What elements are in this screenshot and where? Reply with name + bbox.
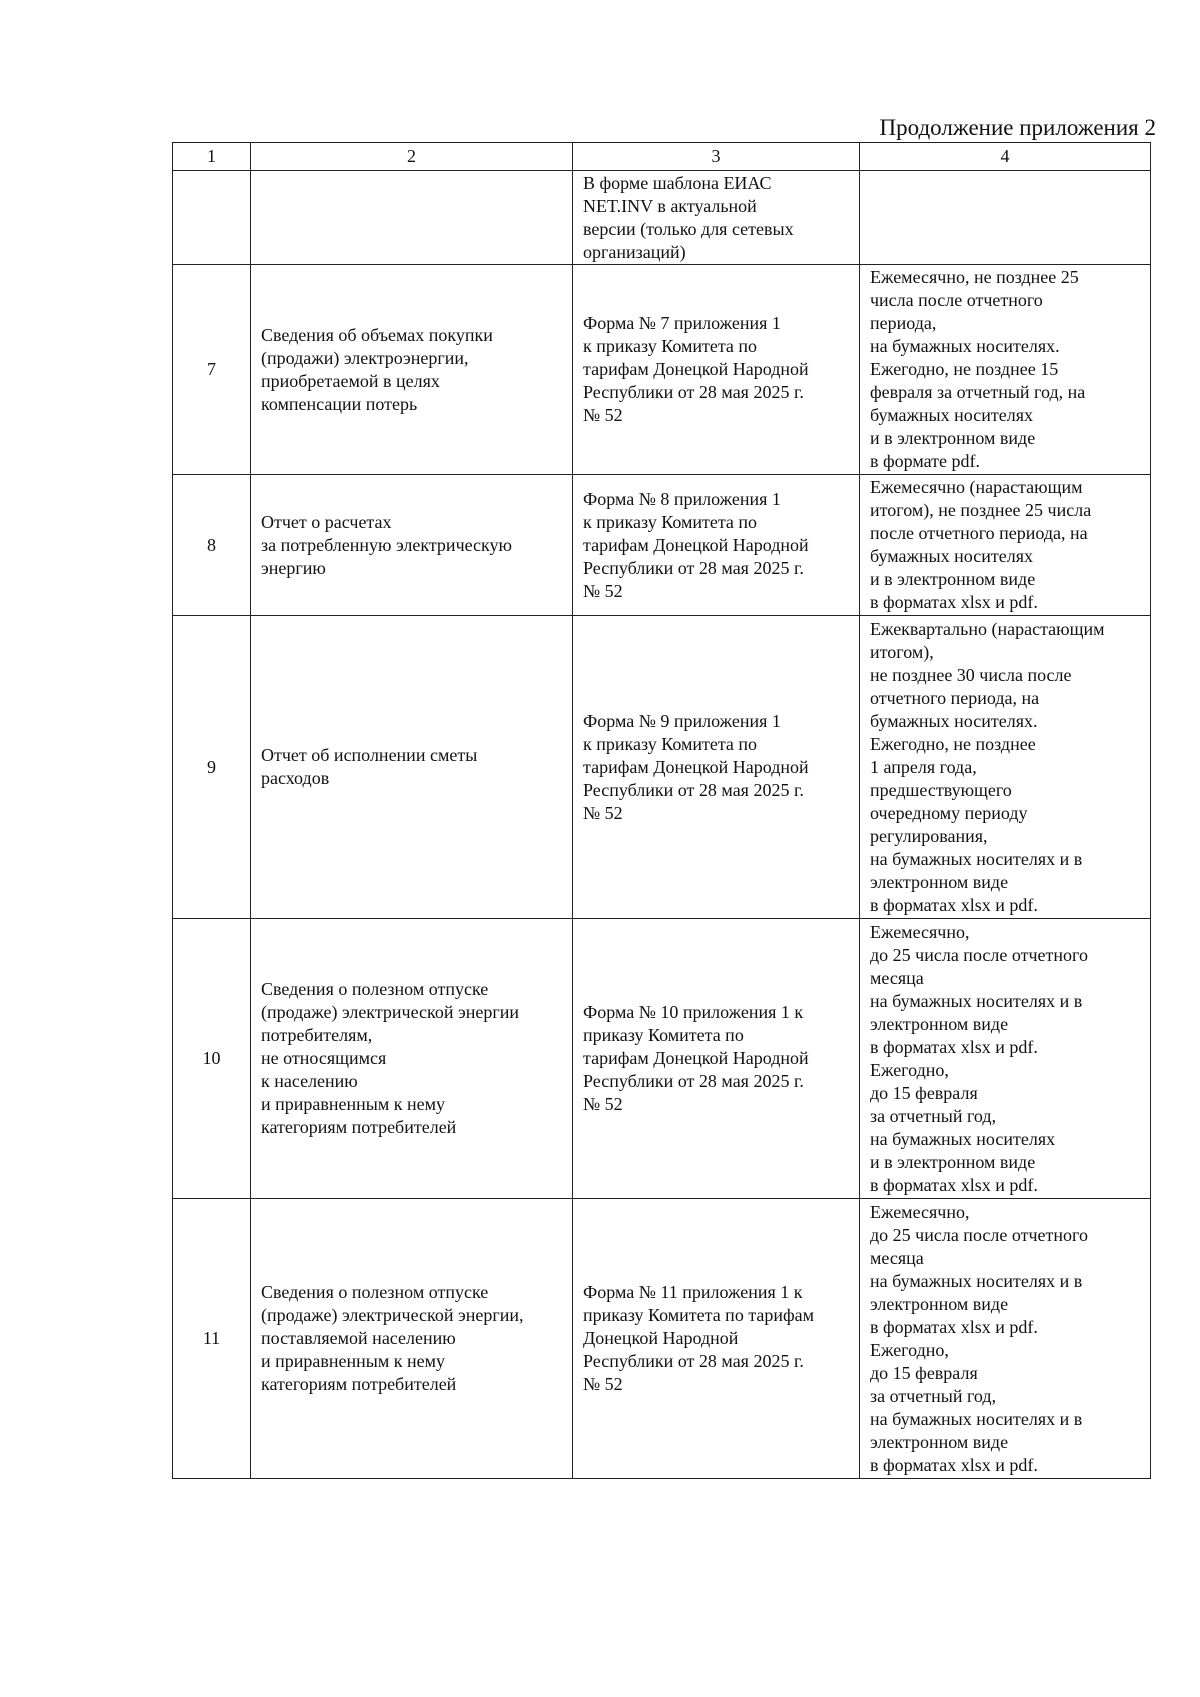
row-submission-terms: Ежеквартально (нарастающим итогом), не позднее 30 числа после отчетного периода, на бумажных носителях. Ежегодно, не позднее 1 апреля года, предшествующего очередному периоду регулирования, на бумажных носителях и в электронном виде в форматах xlsx и pdf.	[860, 616, 1151, 919]
row-number: 8	[173, 475, 251, 616]
table-row	[173, 1199, 1151, 1479]
row-submission-terms: Ежемесячно, не позднее 25 числа после отчетного периода, на бумажных носителях. Ежегодно, не позднее 15 февраля за отчетный год, на бумажных носителях и в электронном виде в формате pdf.	[860, 265, 1151, 475]
row-report-name: Отчет о расчетах за потребленную электрическую энергию	[251, 475, 573, 616]
column-header-3: 3	[573, 143, 860, 171]
column-header-1: 1	[173, 143, 251, 171]
table-row	[173, 265, 1151, 475]
row-report-name: Сведения о полезном отпуске (продаже) электрической энергии потребителям, не относящимся к населению и приравненным к нему категориям потребителей	[251, 919, 573, 1199]
row-submission-terms: Ежемесячно, до 25 числа после отчетного месяца на бумажных носителях и в электронном виде в форматах xlsx и pdf. Ежегодно, до 15 февраля за отчетный год, на бумажных носителях и в электронном виде в форматах xlsx и pdf.	[860, 919, 1151, 1199]
table-row	[173, 616, 1151, 919]
page-header-title: Продолжение приложения 2	[879, 115, 1156, 140]
row-number: 10	[173, 919, 251, 1199]
table-row-continuation	[173, 171, 1151, 265]
row-number: 7	[173, 265, 251, 475]
row-form-reference: Форма № 7 приложения 1 к приказу Комитета по тарифам Донецкой Народной Республики от 28 мая 2025 г. № 52	[573, 265, 860, 475]
report-forms-table	[172, 142, 1151, 1479]
row-report-name: Сведения об объемах покупки (продажи) электроэнергии, приобретаемой в целях компенсации потерь	[251, 265, 573, 475]
row-form-reference: Форма № 9 приложения 1 к приказу Комитета по тарифам Донецкой Народной Республики от 28 мая 2025 г. № 52	[573, 616, 860, 919]
row-form-reference: Форма № 10 приложения 1 к приказу Комитета по тарифам Донецкой Народной Республики от 28 мая 2025 г. № 52	[573, 919, 860, 1199]
column-header-4: 4	[860, 143, 1151, 171]
row-submission-terms: Ежемесячно, до 25 числа после отчетного месяца на бумажных носителях и в электронном виде в форматах xlsx и pdf. Ежегодно, до 15 февраля за отчетный год, на бумажных носителях и в электронном виде в форматах xlsx и pdf.	[860, 1199, 1151, 1479]
row-number: 11	[173, 1199, 251, 1479]
row-form-reference: В форме шаблона ЕИАС NET.INV в актуальной версии (только для сетевых организаций)	[573, 171, 860, 265]
row-form-reference: Форма № 11 приложения 1 к приказу Комитета по тарифам Донецкой Народной Республики от 28 мая 2025 г. № 52	[573, 1199, 860, 1479]
table-header-row	[173, 143, 1151, 171]
row-submission-terms	[860, 171, 1151, 265]
row-form-reference: Форма № 8 приложения 1 к приказу Комитета по тарифам Донецкой Народной Республики от 28 мая 2025 г. № 52	[573, 475, 860, 616]
row-report-name	[251, 171, 573, 265]
row-submission-terms: Ежемесячно (нарастающим итогом), не позднее 25 числа после отчетного периода, на бумажных носителях и в электронном виде в форматах xlsx и pdf.	[860, 475, 1151, 616]
row-report-name: Отчет об исполнении сметы расходов	[251, 616, 573, 919]
row-number	[173, 171, 251, 265]
column-header-2: 2	[251, 143, 573, 171]
row-report-name: Сведения о полезном отпуске (продаже) электрической энергии, поставляемой населению и приравненным к нему категориям потребителей	[251, 1199, 573, 1479]
table-row	[173, 475, 1151, 616]
row-number: 9	[173, 616, 251, 919]
table-row	[173, 919, 1151, 1199]
